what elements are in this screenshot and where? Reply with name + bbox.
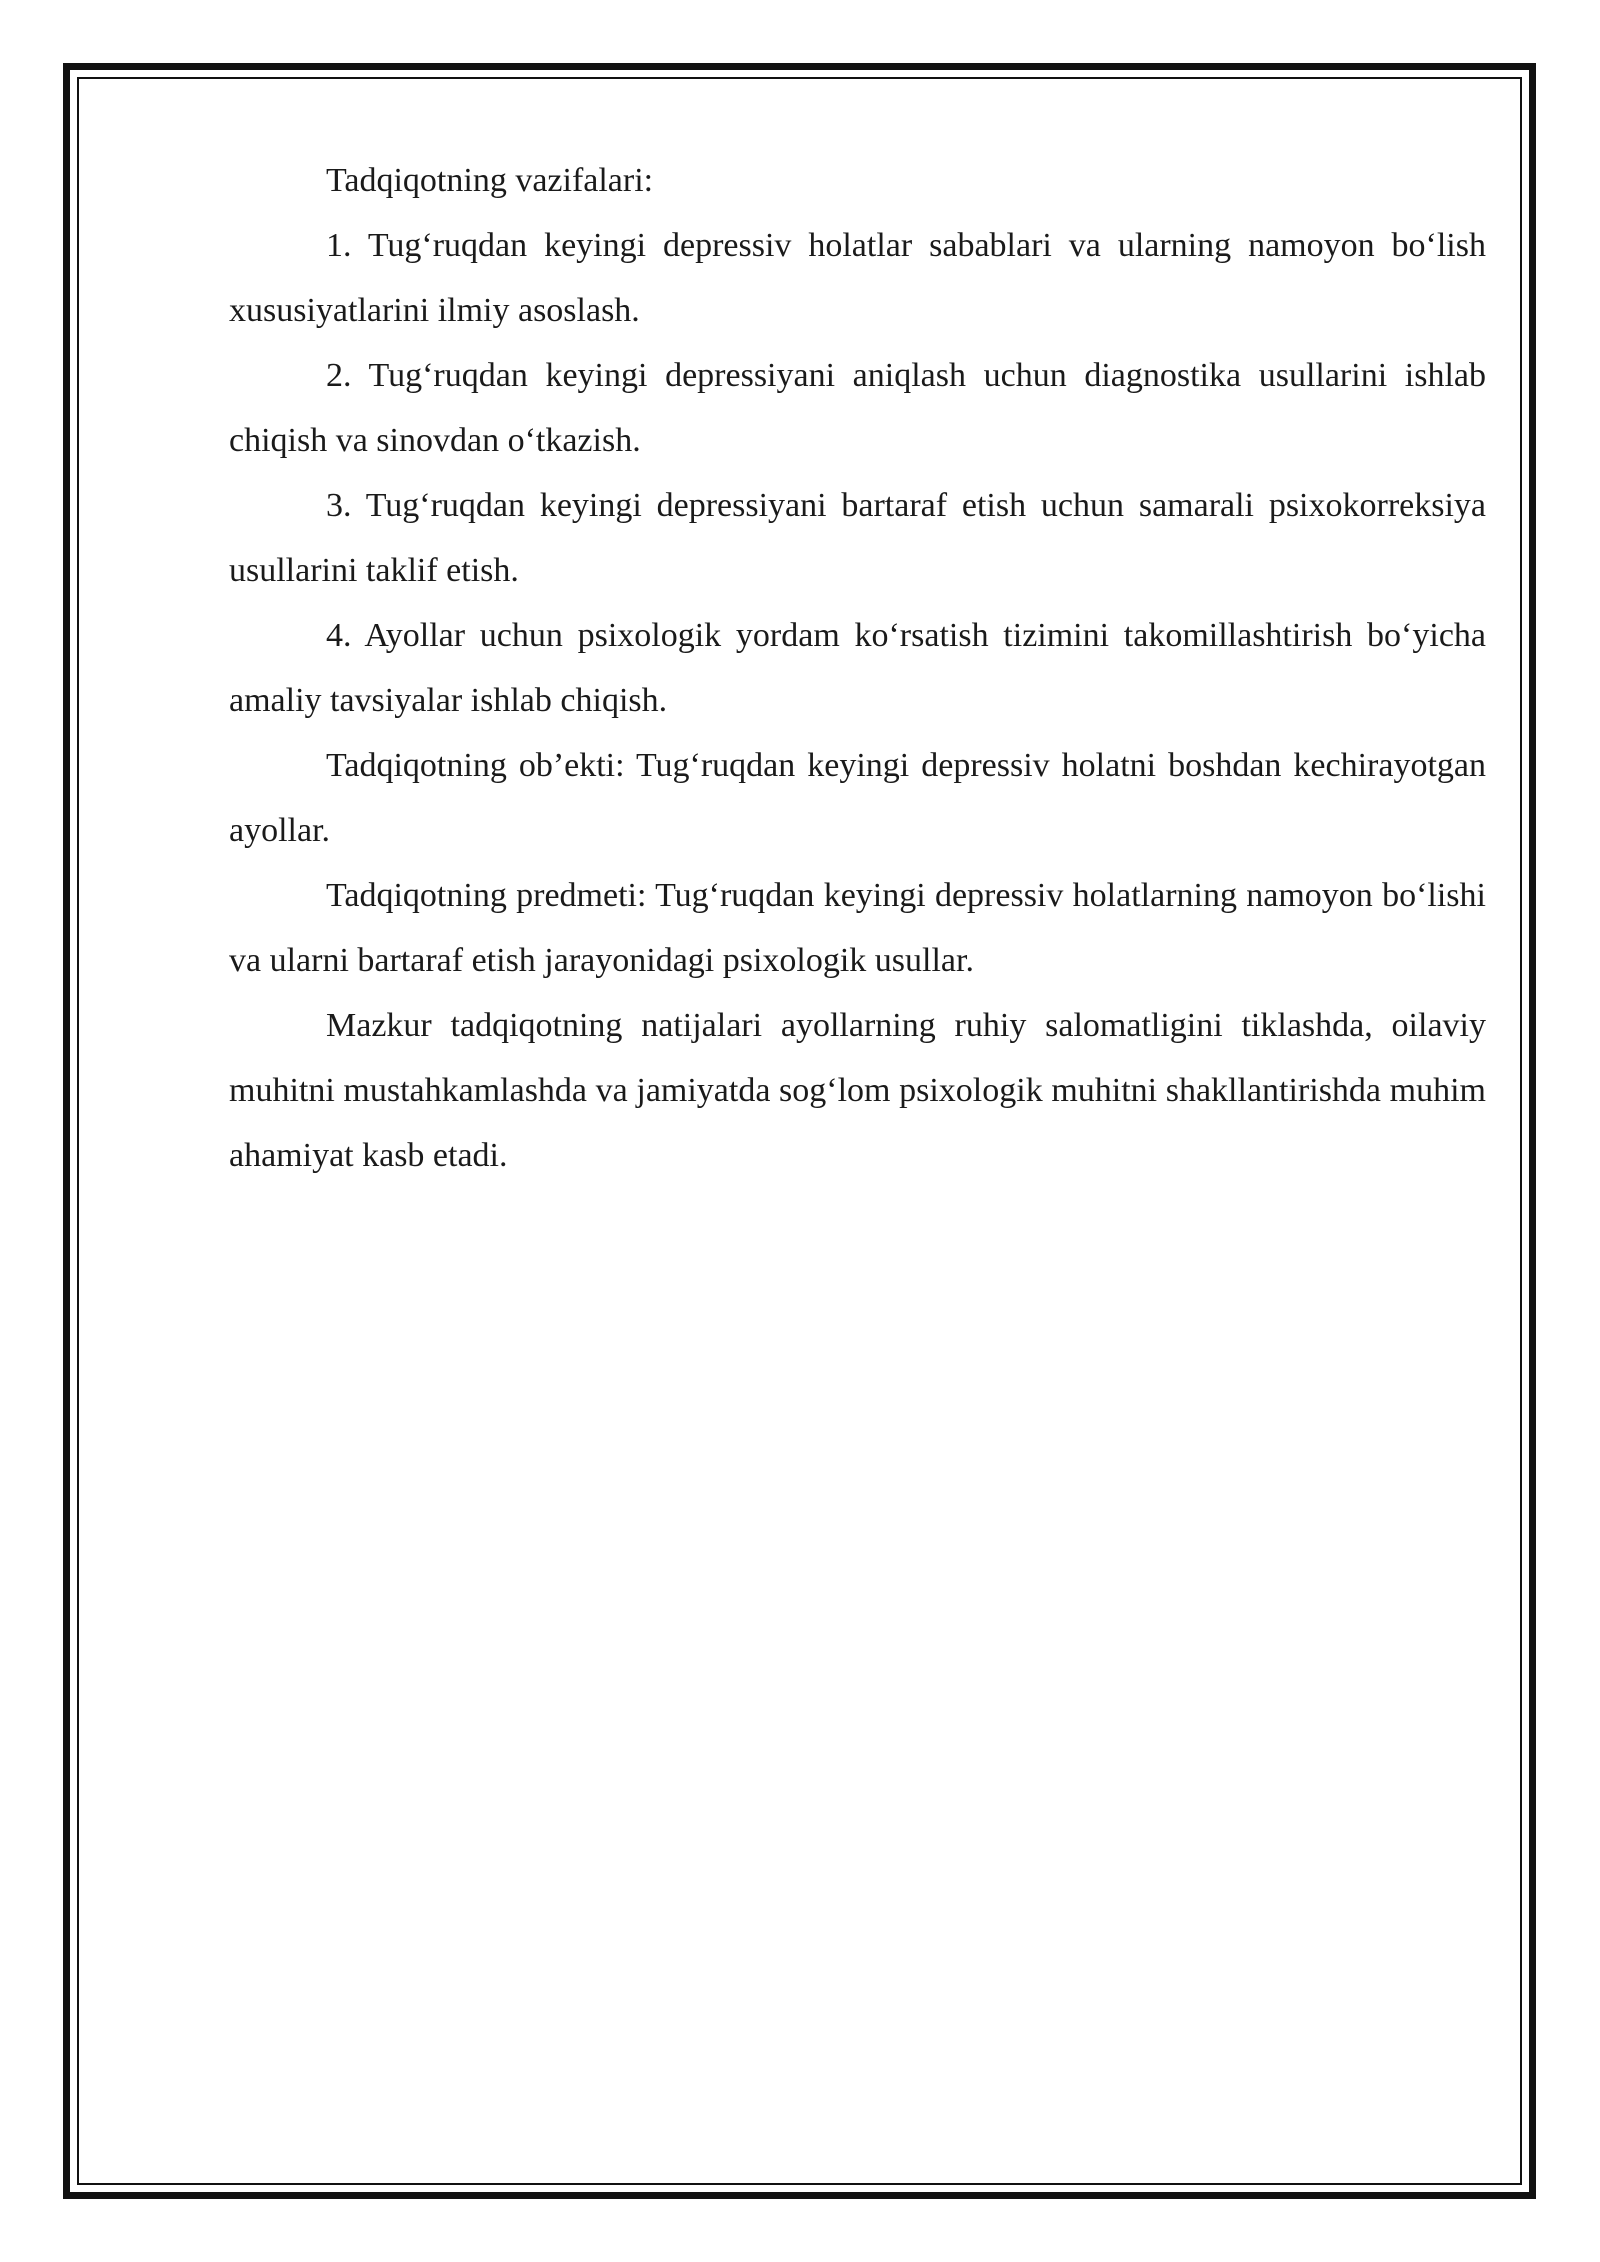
- task-item-2: 2. Tug‘ruqdan keyingi depressiyani aniqlash uchun diagnostika usullarini ishlab chiqish va sinovdan o‘tkazish.: [229, 357, 1486, 459]
- task-item-3: 3. Tug‘ruqdan keyingi depressiyani bartaraf etish uchun samarali psixokorreksiya usullarini taklif etish.: [229, 487, 1486, 589]
- research-subject-paragraph: Tadqiqotning predmeti: Tug‘ruqdan keyingi depressiv holatlarning namoyon bo‘lishi va ularni bartaraf etish jarayonidagi psixologik usullar.: [229, 877, 1486, 979]
- research-object-paragraph: Tadqiqotning ob’ekti: Tug‘ruqdan keyingi depressiv holatni boshdan kechirayotgan ayollar.: [229, 747, 1486, 849]
- document-body: [229, 148, 1486, 1188]
- conclusion-paragraph: Mazkur tadqiqotning natijalari ayollarning ruhiy salomatligini tiklashda, oilaviy muhitni mustahkamlashda va jamiyatda sog‘lom psixologik muhitni shakllantirishda muhim ahamiyat kasb etadi.: [229, 1007, 1486, 1174]
- section-heading-tasks: Tadqiqotning vazifalari:: [326, 162, 654, 199]
- task-item-1: 1. Tug‘ruqdan keyingi depressiv holatlar sabablari va ularning namoyon bo‘lish xususiyatlarini ilmiy asoslash.: [229, 227, 1486, 329]
- task-item-4: 4. Ayollar uchun psixologik yordam ko‘rsatish tizimini takomillashtirish bo‘yicha amaliy tavsiyalar ishlab chiqish.: [229, 617, 1486, 719]
